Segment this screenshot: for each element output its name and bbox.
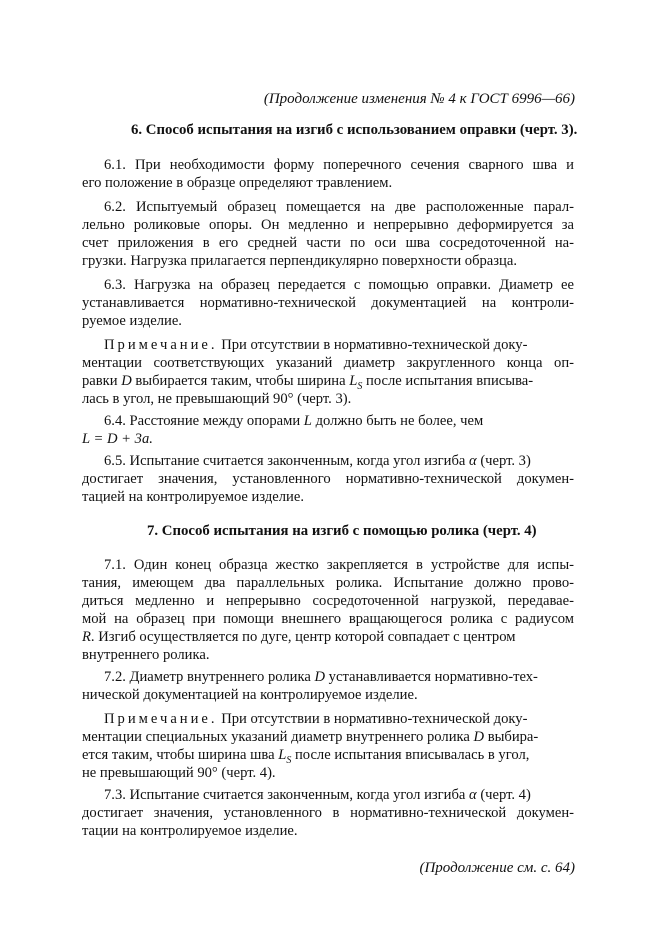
note-6: ментации соответствующих указаний диаметр закругленного конца оп- — [82, 355, 574, 371]
page-footer: (Продолжение см. с. 64) — [419, 860, 575, 876]
note-text: равки — [82, 373, 122, 389]
paragraph-7-1: внутреннего ролика. — [82, 647, 210, 663]
paragraph-6-2: лельно роликовые опоры. Он медленно и непрерывно деформируется за — [82, 217, 574, 233]
paragraph-text: (черт. 3) — [476, 453, 531, 469]
note-text: после испытания вписывалась в угол, — [291, 747, 530, 763]
symbol-alpha: α — [469, 787, 477, 803]
paragraph-7-1: диться медленно и непрерывно сосредоточенной нагрузкой, передавае- — [82, 593, 574, 609]
paragraph-7-3 — [104, 786, 531, 804]
symbol-L: L — [349, 373, 358, 389]
note-6: лась в угол, не превышающий 90° (черт. 3). — [82, 391, 352, 407]
paragraph-6-2: грузки. Нагрузка прилагается перпендикулярно поверхности образца. — [82, 253, 517, 269]
paragraph-7-2: нической документацией на контролируемое изделие. — [82, 687, 418, 703]
note-text: после испытания вписыва- — [362, 373, 534, 389]
note-text: ется таким, чтобы ширина шва — [82, 747, 279, 763]
paragraph-6-3: устанавливается нормативно-технической документацией на контроли- — [82, 295, 574, 311]
paragraph-7-2 — [104, 668, 538, 686]
paragraph-text: устанавливается нормативно-тех- — [325, 669, 538, 685]
symbol-subscript-s: S — [357, 380, 363, 392]
note-text: выбира- — [484, 729, 539, 745]
paragraph-7-1 — [82, 628, 515, 646]
paragraph-6-1: 6.1. При необходимости форму поперечного сечения сварного шва и — [104, 157, 574, 173]
note-label: Примечание. — [104, 337, 218, 353]
section-6-title: 6. Способ испытания на изгиб с использованием оправки (черт. 3). — [131, 122, 578, 138]
symbol-L: L — [278, 747, 287, 763]
note-7 — [104, 710, 527, 728]
note-text: ментации специальных указаний диаметр внутреннего ролика — [82, 729, 474, 745]
paragraph-6-2: 6.2. Испытуемый образец помещается на две расположенные парал- — [104, 199, 574, 215]
paragraph-text: . Изгиб осуществляется по дуге, центр которой совпадает с центром — [90, 629, 516, 645]
note-text: При отсутствии в нормативно-технической доку- — [217, 337, 528, 353]
paragraph-text: (черт. 4) — [476, 787, 531, 803]
paragraph-6-3: руемое изделие. — [82, 313, 182, 329]
paragraph-6-5: тацией на контролируемое изделие. — [82, 489, 304, 505]
paragraph-7-3: тации на контролируемое изделие. — [82, 823, 298, 839]
paragraph-6-5: достигает значения, установленного нормативно-технической докумен- — [82, 471, 574, 487]
symbol-R: R — [82, 629, 91, 645]
symbol-D: D — [121, 373, 132, 389]
note-7: не превышающий 90° (черт. 4). — [82, 765, 276, 781]
paragraph-7-1: тания, имеющем два параллельных ролика. Испытание должно прово- — [82, 575, 574, 591]
symbol-subscript-s: S — [286, 754, 292, 766]
symbol-D: D — [473, 729, 485, 745]
note-7 — [82, 728, 538, 746]
paragraph-6-1: его положение в образце определяют травлением. — [82, 175, 393, 191]
page-header: (Продолжение изменения № 4 к ГОСТ 6996—66) — [263, 91, 575, 107]
paragraph-text: 6.4. Расстояние между опорами — [104, 413, 304, 429]
paragraph-6-5 — [104, 452, 531, 470]
formula-6-4: L = D + 3a. — [82, 431, 153, 447]
paragraph-6-3: 6.3. Нагрузка на образец передается с помощью оправки. Диаметр ее — [104, 277, 574, 293]
paragraph-text: 7.2. Диаметр внутреннего ролика — [104, 669, 315, 685]
section-7-title: 7. Способ испытания на изгиб с помощью ролика (черт. 4) — [147, 523, 537, 539]
symbol-D: D — [314, 669, 326, 685]
paragraph-6-2: счет приложения в его средней части по оси шва сосредоточенной на- — [82, 235, 574, 251]
note-label: Примечание. — [104, 711, 218, 727]
note-text: При отсутствии в нормативно-технической доку- — [217, 711, 528, 727]
note-text: выбирается таким, чтобы ширина — [131, 373, 350, 389]
note-6 — [104, 336, 527, 354]
paragraph-7-1: 7.1. Один конец образца жестко закрепляется в устройстве для испы- — [104, 557, 574, 573]
paragraph-6-4 — [104, 412, 483, 430]
paragraph-text: 6.5. Испытание считается законченным, когда угол изгиба — [104, 453, 469, 469]
symbol-L: L — [303, 413, 312, 429]
symbol-alpha: α — [469, 453, 477, 469]
paragraph-7-3: достигает значения, установленного в нормативно-технической докумен- — [82, 805, 574, 821]
paragraph-text: должно быть не более, чем — [311, 413, 484, 429]
paragraph-7-1: мой на образец при помощи внешнего вращающегося ролика с радиусом — [82, 611, 574, 627]
paragraph-text: 7.3. Испытание считается законченным, когда угол изгиба — [104, 787, 469, 803]
